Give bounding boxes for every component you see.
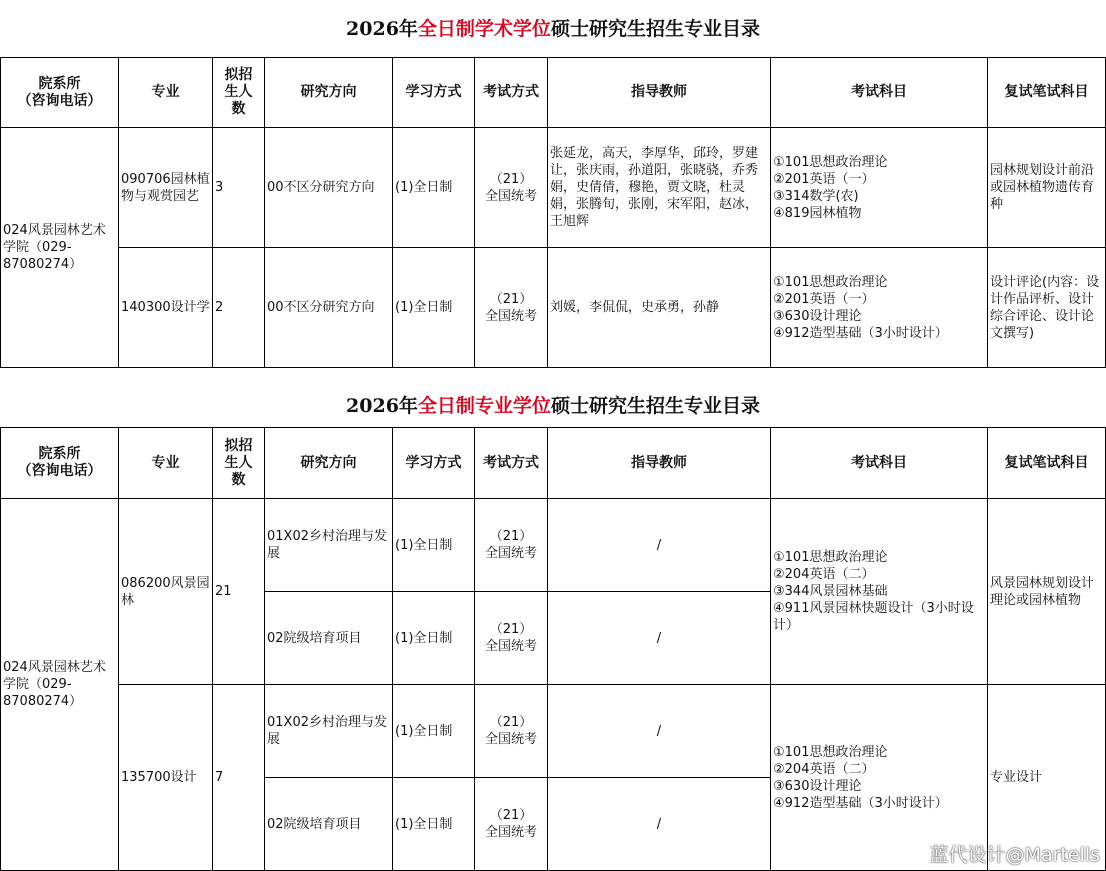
advisors-cell: /	[548, 778, 771, 871]
table-row	[1, 248, 1106, 368]
catalog-title-professional	[0, 394, 1106, 418]
professional-degree-table	[0, 427, 1106, 871]
exam-mode-cell: （21） 全国统考	[475, 778, 548, 871]
academic-degree-table	[0, 57, 1106, 368]
direction-cell: 02院级培育项目	[265, 592, 393, 685]
study-mode-cell: (1)全日制	[393, 499, 475, 592]
major-cell: 086200风景园林	[119, 499, 213, 685]
header-advisors: 指导教师	[548, 428, 771, 499]
major-cell: 135700设计	[119, 685, 213, 871]
header-advisors: 指导教师	[548, 58, 771, 128]
quota-cell: 3	[213, 128, 265, 248]
title-year: 2026年	[346, 395, 418, 417]
advisors-cell: /	[548, 499, 771, 592]
header-exam-mode: 考试方式	[475, 428, 548, 499]
header-study-mode: 学习方式	[393, 428, 475, 499]
retest-cell: 园林规划设计前沿或园林植物遗传育种	[988, 128, 1106, 248]
major-cell: 090706园林植物与观赏园艺	[119, 128, 213, 248]
header-major: 专业	[119, 58, 213, 128]
catalog-title-academic	[0, 17, 1106, 41]
header-study-mode: 学习方式	[393, 58, 475, 128]
direction-cell: 00不区分研究方向	[265, 248, 393, 368]
exam-mode-cell: （21） 全国统考	[475, 128, 548, 248]
exam-mode-cell: （21） 全国统考	[475, 685, 548, 778]
study-mode-cell: (1)全日制	[393, 128, 475, 248]
title-year: 2026年	[346, 18, 418, 40]
title-suffix: 硕士研究生招生专业目录	[550, 18, 760, 40]
advisors-cell: /	[548, 592, 771, 685]
direction-cell: 01X02乡村治理与发展	[265, 685, 393, 778]
direction-cell: 01X02乡村治理与发展	[265, 499, 393, 592]
retest-cell: 专业设计	[988, 685, 1106, 871]
header-direction: 研究方向	[265, 428, 393, 499]
table-row	[1, 128, 1106, 248]
exam-mode-cell: （21） 全国统考	[475, 499, 548, 592]
title-highlight: 全日制专业学位	[417, 395, 551, 417]
quota-cell: 7	[213, 685, 265, 871]
exam-mode-cell: （21） 全国统考	[475, 248, 548, 368]
study-mode-cell: (1)全日制	[393, 592, 475, 685]
header-exam-mode: 考试方式	[475, 58, 548, 128]
study-mode-cell: (1)全日制	[393, 778, 475, 871]
header-dept: 院系所 （咨询电话）	[1, 428, 119, 499]
advisors-cell: 刘媛，李侃侃，史承勇，孙静	[548, 248, 771, 368]
header-quota: 拟招 生人 数	[213, 58, 265, 128]
retest-cell: 风景园林规划设计理论或园林植物	[988, 499, 1106, 685]
subjects-cell: ①101思想政治理论 ②201英语（一） ③630设计理论 ④912造型基础（3小时设计）	[771, 248, 988, 368]
title-suffix: 硕士研究生招生专业目录	[550, 395, 760, 417]
header-retest: 复试笔试科目	[988, 428, 1106, 499]
header-quota: 拟招 生人 数	[213, 428, 265, 499]
exam-mode-cell: （21） 全国统考	[475, 592, 548, 685]
header-subjects: 考试科目	[771, 58, 988, 128]
quota-cell: 2	[213, 248, 265, 368]
subjects-cell: ①101思想政治理论 ②201英语（一） ③314数学(农) ④819园林植物	[771, 128, 988, 248]
watermark: 蓝代设计@Martells	[929, 844, 1100, 866]
advisors-cell: /	[548, 685, 771, 778]
major-cell: 140300设计学	[119, 248, 213, 368]
direction-cell: 02院级培育项目	[265, 778, 393, 871]
title-highlight: 全日制学术学位	[417, 18, 551, 40]
header-major: 专业	[119, 428, 213, 499]
dept-cell: 024风景园林艺术学院（029-87080274）	[1, 128, 119, 368]
header-direction: 研究方向	[265, 58, 393, 128]
study-mode-cell: (1)全日制	[393, 248, 475, 368]
retest-cell: 设计评论(内容：设计作品评析、设计综合评论、设计论文撰写)	[988, 248, 1106, 368]
advisors-cell: 张延龙，高天，李厚华，邱玲，罗建让，张庆雨，孙道阳，张晓骁，乔秀娟，史倩倩，穆艳，贾文晓，杜灵娟，张腾旬，张刚，宋军阳，赵冰，王旭辉	[548, 128, 771, 248]
header-subjects: 考试科目	[771, 428, 988, 499]
header-retest: 复试笔试科目	[988, 58, 1106, 128]
direction-cell: 00不区分研究方向	[265, 128, 393, 248]
study-mode-cell: (1)全日制	[393, 685, 475, 778]
header-dept: 院系所 （咨询电话）	[1, 58, 119, 128]
table-row	[1, 499, 1106, 592]
dept-cell: 024风景园林艺术学院（029-87080274）	[1, 499, 119, 871]
header-row	[1, 58, 1106, 128]
header-row	[1, 428, 1106, 499]
table-row	[1, 685, 1106, 778]
quota-cell: 21	[213, 499, 265, 685]
subjects-cell: ①101思想政治理论 ②204英语（二） ③344风景园林基础 ④911风景园林快题设计（3小时设计）	[771, 499, 988, 685]
subjects-cell: ①101思想政治理论 ②204英语（二） ③630设计理论 ④912造型基础（3小时设计）	[771, 685, 988, 871]
